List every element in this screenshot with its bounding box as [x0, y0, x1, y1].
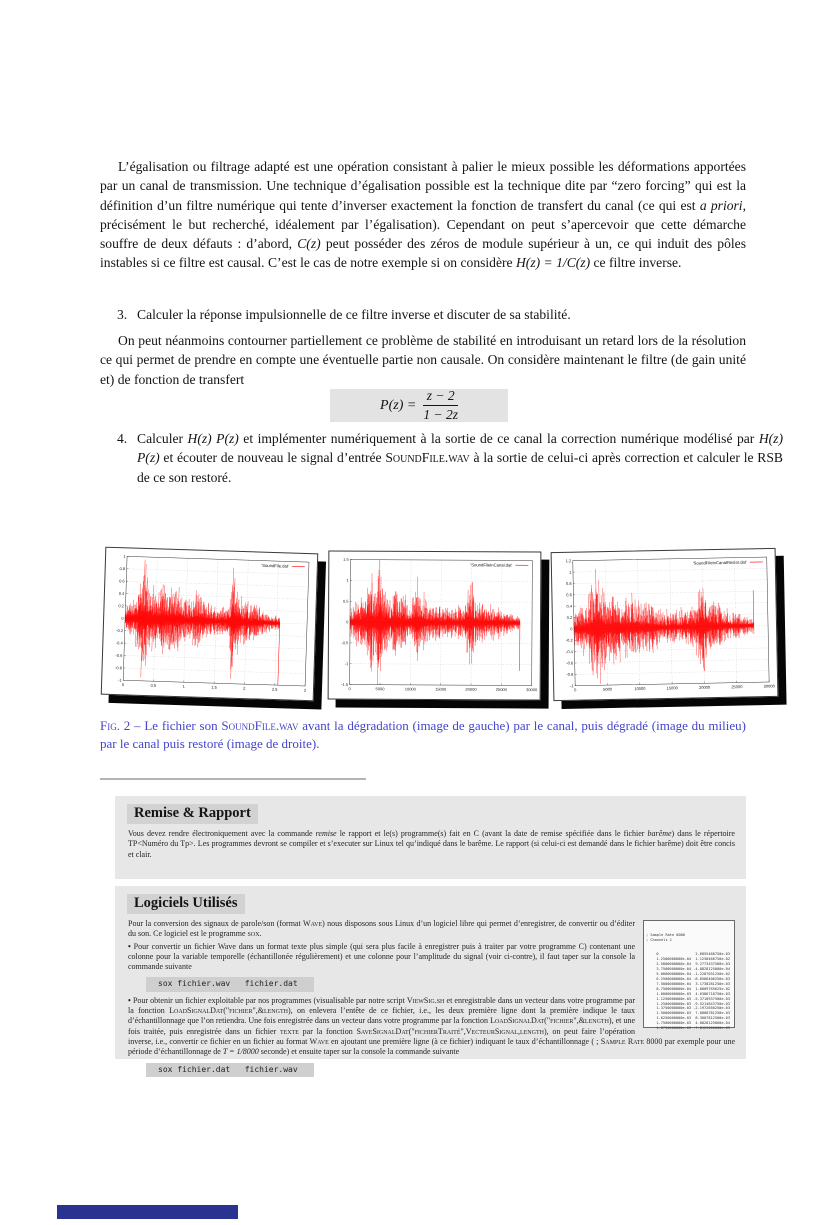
svg-text:-1: -1 — [569, 683, 574, 689]
list-item-3 — [100, 305, 783, 324]
dat-file-header: ; Sample Rate 8000 ; Channels 1 — [646, 932, 685, 942]
svg-text:10000: 10000 — [634, 685, 646, 692]
svg-text:0: 0 — [574, 687, 577, 693]
svg-text:-1.5: -1.5 — [341, 681, 349, 687]
svg-text:0.4: 0.4 — [566, 603, 573, 609]
svg-text:-0.2: -0.2 — [116, 627, 124, 634]
svg-text:-0.5: -0.5 — [341, 640, 349, 646]
svg-text:30000: 30000 — [763, 683, 775, 689]
item-number: 3. — [117, 307, 128, 322]
svg-text:10000: 10000 — [404, 686, 416, 692]
item-number: 4. — [117, 431, 128, 446]
svg-text:-1: -1 — [117, 677, 122, 683]
svg-text:0: 0 — [570, 626, 573, 632]
svg-text:0.5: 0.5 — [342, 598, 349, 604]
plot-soundfile-degraded — [328, 550, 542, 700]
panel-title-wrap — [115, 796, 746, 826]
panel-body-remise: Vous devez rendre électroniquement avec la commande remise le rapport et le(s) programme(s) fait en C (avant la date de remise spécifiée dans le fichier barême) dans le répertoire TP<Numéro du Tp>. Les programmes devront se compiler et s’executer sur Linux tel qu’indiqué dans le barême. Le rapport (si celui-ci est demandé dans le fichier barême) doit être concis et clair. — [128, 829, 735, 859]
svg-text:-0.8: -0.8 — [115, 665, 123, 671]
svg-text:0.8: 0.8 — [119, 565, 126, 572]
figure-caption: Fig. 2 – Le fichier son SoundFile.wav avant la dégradation (image de gauche) par le canal, puis dégradé (image du milieu) par le canal puis restoré (image de droite). — [100, 718, 746, 751]
svg-text:3: 3 — [303, 687, 307, 693]
svg-text:-0.4: -0.4 — [115, 640, 123, 646]
svg-text:1: 1 — [569, 569, 572, 575]
svg-text:'SoundFileInCanal.dat': 'SoundFileInCanal.dat' — [470, 562, 513, 568]
svg-text:-0.4: -0.4 — [565, 649, 573, 655]
waveform-svg — [333, 555, 538, 697]
bottom-blue-bar — [57, 1205, 238, 1219]
panel-remise-rapport — [115, 796, 746, 879]
svg-text:-0.8: -0.8 — [566, 671, 574, 677]
svg-text:-0.6: -0.6 — [115, 652, 123, 658]
svg-text:5000: 5000 — [375, 686, 385, 692]
dat-file-rows: 0 2.6855468750e-03 1.2500000000e-04 1.1230468750e-02 2.5000000000e-04 9.2773437500e-03 3.7500000000e-04 -4.8828125000e-04 5.0000000000e-04 -1.2207031250e-02 6.2500000000e-04 -8.0566406250e-03 7.5000000000e-04 3.1738281250e-03 8.7500000000e-04 1.0009765625e-02 1.0000000000e-03 4.6386718750e-03 1.1250000000e-03 -5.3710937500e-03 1.2500000000e-03 -9.5214843750e-03 1.3750000000e-03 -2.1972656250e-03 1.5000000000e-03 7.0800781250e-03 1.6250000000e-03 8.3007812500e-03 1.7500000000e-03 4.8828125000e-04 1.8750000000e-03 -7.8125000000e-03 — [656, 952, 730, 1031]
fraction-bar — [423, 405, 458, 406]
svg-text:1.5: 1.5 — [343, 556, 349, 562]
panel-body-logiciels — [115, 916, 746, 1087]
bullet-2-text: Pour obtenir un fichier exploitable par nos programmes (visualisable par notre script ViewSig.sh et enregistrable dans un vecteur dans votre programme par la fonction LoadSignalDat("fichier",&length), on enlevera l’entête de ce fichier, i.e., les deux première ligne dont la première indique le taux d’échantillonnage que l’on retiendra. Une fois enregistrée dans un vecteur dans votre programme par la fonction LoadSignalDat("fichier",&length), et une fois traitée, puis enregistrée dans un fichier texte par la fonction SaveSignalDat("fichierTraité",VecteurSignal,length), on peut faire l’opération inverse, i.e., convertir ce fichier en un fichier au format Wave en ajoutant une première ligne (à ce fichier) indiquant le taux d’échantillonnage ( ; Sample Rate 8000 par exemple pour une période d’échantillonnage de T = 1/8000 seconde) et ensuite taper sur la console la commande suivante — [128, 995, 735, 1057]
panel-logiciels — [115, 886, 746, 1074]
panel-title-logiciels: Logiciels Utilisés — [127, 894, 245, 914]
command-sox-dat-to-wav: sox fichier.dat fichier.wav — [146, 1063, 314, 1077]
command-sox-wav-to-dat: sox fichier.wav fichier.dat — [146, 977, 314, 991]
svg-text:2.5: 2.5 — [271, 686, 278, 692]
svg-text:-0.6: -0.6 — [566, 660, 574, 666]
svg-text:20000: 20000 — [698, 684, 711, 690]
svg-text:0: 0 — [121, 615, 124, 621]
svg-text:5000: 5000 — [603, 686, 613, 692]
svg-text:2: 2 — [243, 685, 246, 691]
svg-text:-1: -1 — [344, 661, 349, 667]
formula-numerator: z − 2 — [426, 388, 455, 404]
svg-text:'SoundFileInCanalRestor.dat': 'SoundFileInCanalRestor.dat' — [692, 559, 747, 566]
intro-paragraph: L’égalisation ou filtrage adapté est une opération consistant à palier le mieux possible les déformations apportées par un canal de transmission. Une technique d’égalisation possible est la technique dite par “zero forcing” qui est la définition d’un filtre numérique qui tente d’inverser exactement la fonction de transfert du canal (ce qui est a priori, précisément le but recherché, idéalement par l’égalisation). Cependant on peut s’apercevoir que cette démarche souffre de deux défauts : d’abord, C(z) peut posséder des zéros de module supérieur à un, ce qui induit des pôles instables si ce filtre est causal. C’est le cas de notre exemple si on considère H(z) = 1/C(z) ce filtre inverse. — [100, 159, 746, 271]
logiciels-paragraph-1: Pour la conversion des signaux de parole/son (format Wave) nous disposons sous Linux d’un logiciel libre qui permet d’enregistrer, de convertir ou d’éditer du son. Ce logiciel est le programme sox. — [128, 919, 635, 939]
transfer-function-formula — [330, 389, 508, 422]
svg-text:0.6: 0.6 — [566, 592, 572, 598]
retard-paragraph: On peut néanmoins contourner partiellement ce problème de stabilité en introduisant un retard lors de la résolution ce qui permet de prendre en compte une éventuelle partie non causale. On considère maintenant le filtre (de gain unité et) de fonction de transfert — [100, 333, 746, 387]
svg-text:0.6: 0.6 — [119, 578, 125, 584]
svg-text:0.2: 0.2 — [566, 614, 573, 621]
panel-title-remise: Remise & Rapport — [127, 804, 258, 824]
svg-text:30000: 30000 — [526, 687, 538, 693]
formula-lhs: P(z) = — [380, 397, 417, 413]
svg-text:0.2: 0.2 — [118, 603, 125, 609]
svg-text:1: 1 — [346, 577, 349, 583]
svg-text:0: 0 — [348, 686, 351, 692]
svg-text:0: 0 — [346, 619, 349, 625]
item-text: Calculer la réponse impulsionnelle de ce filtre inverse et discuter de sa stabilité. — [137, 307, 571, 322]
formula-fraction — [423, 389, 458, 421]
svg-text:25000: 25000 — [495, 686, 507, 692]
svg-text:1.2: 1.2 — [565, 558, 572, 564]
svg-text:0.8: 0.8 — [565, 580, 572, 587]
item-text: Calculer H(z) P(z) et implémenter numériquement à la sortie de ce canal la correction numérique modélisé par H(z) P(z) et écouter de nouveau le signal d’entrée SoundFile.wav à la sortie de celui-ci après correction et calculer le RSB de ce son restoré. — [137, 431, 783, 485]
svg-text:-0.2: -0.2 — [565, 637, 573, 643]
svg-text:15000: 15000 — [435, 686, 447, 692]
svg-text:25000: 25000 — [731, 684, 743, 690]
plot-soundfile-restored — [551, 548, 779, 701]
svg-text:20000: 20000 — [465, 686, 477, 692]
bullet-icon: • — [128, 995, 131, 1005]
formula-denominator: 1 − 2z — [423, 406, 458, 422]
svg-text:0: 0 — [121, 681, 125, 687]
plot-soundfile-original — [101, 547, 319, 702]
waveform-svg — [106, 552, 314, 698]
svg-text:'SoundFile.dat': 'SoundFile.dat' — [261, 562, 289, 569]
dat-file-sample-box — [643, 920, 735, 1031]
svg-text:0.5: 0.5 — [150, 682, 157, 688]
panel-title-wrap — [115, 886, 746, 916]
svg-text:1: 1 — [123, 553, 126, 559]
svg-text:15000: 15000 — [666, 685, 678, 691]
svg-text:1: 1 — [182, 683, 185, 689]
list-item-4 — [100, 429, 783, 487]
waveform-svg — [556, 553, 775, 698]
bullet-1-text: Pour convertir un fichier Wave dans un format texte plus simple (qui sera plus facile à enregistrer puis à traiter par votre programme C) contenant une colonne pour la variable temporelle (échantillonée régulièrement) et une colonne pour l’amplitude du signal (voir ci-contre), il faut taper sur la console la commande suivante — [128, 941, 635, 972]
svg-text:1.5: 1.5 — [211, 684, 217, 690]
footnote-rule — [100, 778, 366, 780]
bullet-icon: • — [128, 941, 131, 951]
svg-text:0.4: 0.4 — [118, 590, 125, 596]
